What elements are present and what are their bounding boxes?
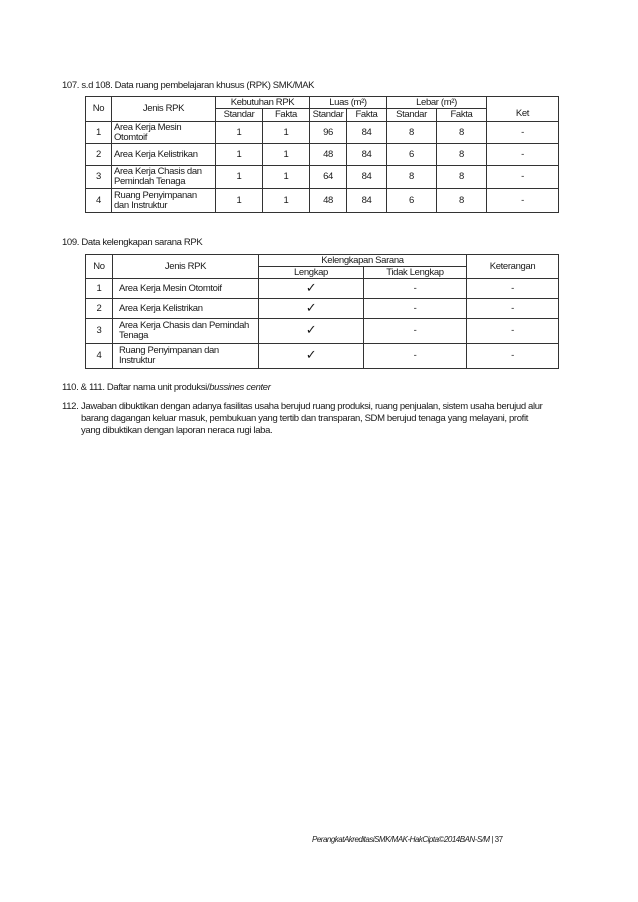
section-112-paragraph — [62, 401, 552, 437]
cell-value: 84 — [347, 189, 387, 213]
check-icon: ✓ — [259, 344, 364, 369]
header-standar: Standar — [387, 109, 437, 122]
section-112-number: 112. — [62, 401, 79, 412]
footer-text: PerangkatAkreditasiSMK/MAK-HakCipta©2014BAN-S/M — [312, 835, 490, 844]
footer-separator: | — [491, 835, 493, 844]
cell-value: 8 — [387, 122, 437, 144]
header-luas: Luas (m²) — [310, 97, 387, 109]
header-no: No — [86, 255, 113, 279]
cell-jenis: Ruang Penyimpanan dan Instruktur — [112, 189, 216, 213]
header-no: No — [86, 97, 112, 122]
table-row — [86, 319, 559, 344]
cell-value: 1 — [263, 144, 310, 166]
section-112-line: barang dagangan keluar masuk, pembukuan yang tertib dan transparan, SDM berujud tenaga yang melayani, profit — [81, 413, 529, 424]
cell-value: 48 — [310, 144, 347, 166]
section-107-title: 107. s.d 108. Data ruang pembelajaran khusus (RPK) SMK/MAK — [62, 80, 315, 91]
cell-no: 2 — [86, 299, 113, 319]
cell-value: 1 — [216, 122, 263, 144]
cell-no: 2 — [86, 144, 112, 166]
header-tidak-lengkap: Tidak Lengkap — [364, 267, 467, 279]
cell-value: 8 — [387, 166, 437, 189]
cell-tidak-lengkap: - — [364, 279, 467, 299]
header-keterangan: Keterangan — [467, 255, 559, 279]
cell-keterangan: - — [467, 279, 559, 299]
section-110-title — [62, 382, 271, 393]
section-112-line: yang dibuktikan dengan laporan neraca rugi laba. — [81, 425, 273, 436]
cell-jenis: Area Kerja Chasis dan Pemindah Tenaga — [112, 166, 216, 189]
header-ket: Ket — [487, 97, 559, 122]
cell-value: 1 — [216, 144, 263, 166]
section-112-line: Jawaban dibuktikan dengan adanya fasilitas usaha berujud ruang produksi, ruang penjualan, sistem usaha berujud alur — [81, 401, 543, 412]
cell-value: 8 — [437, 166, 487, 189]
cell-jenis: Area Kerja Mesin Otomtoif — [113, 279, 259, 299]
header-fakta: Fakta — [347, 109, 387, 122]
cell-value: 84 — [347, 144, 387, 166]
cell-value: 1 — [263, 166, 310, 189]
cell-keterangan: - — [467, 319, 559, 344]
section-109-title: 109. Data kelengkapan sarana RPK — [62, 237, 203, 248]
table-row — [86, 166, 559, 189]
cell-no: 4 — [86, 344, 113, 369]
section-110-prefix: 110. & 111. Daftar nama unit produksi/ — [62, 382, 210, 393]
rpk-room-table — [85, 96, 559, 213]
cell-value: 6 — [387, 189, 437, 213]
check-icon: ✓ — [259, 319, 364, 344]
cell-jenis: Area Kerja Mesin Otomtoif — [112, 122, 216, 144]
cell-jenis: Area Kerja Chasis dan Pemindah Tenaga — [113, 319, 259, 344]
cell-jenis: Area Kerja Kelistrikan — [112, 144, 216, 166]
table-row — [86, 299, 559, 319]
cell-ket: - — [487, 166, 559, 189]
header-jenis-rpk: Jenis RPK — [113, 255, 259, 279]
cell-value: 96 — [310, 122, 347, 144]
rpk-facility-table — [85, 254, 559, 369]
cell-ket: - — [487, 189, 559, 213]
cell-keterangan: - — [467, 299, 559, 319]
cell-value: 8 — [437, 144, 487, 166]
cell-value: 84 — [347, 122, 387, 144]
table-row — [86, 189, 559, 213]
cell-value: 1 — [263, 189, 310, 213]
cell-value: 1 — [216, 166, 263, 189]
cell-no: 4 — [86, 189, 112, 213]
header-lebar: Lebar (m²) — [387, 97, 487, 109]
table-row — [86, 122, 559, 144]
cell-keterangan: - — [467, 344, 559, 369]
check-icon: ✓ — [259, 279, 364, 299]
header-fakta: Fakta — [263, 109, 310, 122]
section-110-italic: bussines center — [209, 382, 271, 393]
cell-no: 3 — [86, 319, 113, 344]
cell-value: 1 — [263, 122, 310, 144]
cell-jenis: Ruang Penyimpanan dan Instruktur — [113, 344, 259, 369]
cell-jenis: Area Kerja Kelistrikan — [113, 299, 259, 319]
table-row — [86, 144, 559, 166]
cell-value: 8 — [437, 122, 487, 144]
cell-tidak-lengkap: - — [364, 299, 467, 319]
header-standar: Standar — [216, 109, 263, 122]
cell-ket: - — [487, 122, 559, 144]
cell-ket: - — [487, 144, 559, 166]
cell-value: 8 — [437, 189, 487, 213]
cell-value: 84 — [347, 166, 387, 189]
cell-no: 1 — [86, 279, 113, 299]
cell-value: 1 — [216, 189, 263, 213]
table-row — [86, 344, 559, 369]
table-row — [86, 279, 559, 299]
header-fakta: Fakta — [437, 109, 487, 122]
header-jenis-rpk: Jenis RPK — [112, 97, 216, 122]
header-standar: Standar — [310, 109, 347, 122]
header-kelengkapan: Kelengkapan Sarana — [259, 255, 467, 267]
page-number: 37 — [494, 835, 503, 844]
cell-value: 6 — [387, 144, 437, 166]
cell-tidak-lengkap: - — [364, 319, 467, 344]
header-kebutuhan: Kebutuhan RPK — [216, 97, 310, 109]
page-footer — [312, 835, 503, 844]
cell-value: 64 — [310, 166, 347, 189]
cell-value: 48 — [310, 189, 347, 213]
check-icon: ✓ — [259, 299, 364, 319]
cell-tidak-lengkap: - — [364, 344, 467, 369]
cell-no: 3 — [86, 166, 112, 189]
cell-no: 1 — [86, 122, 112, 144]
header-lengkap: Lengkap — [259, 267, 364, 279]
